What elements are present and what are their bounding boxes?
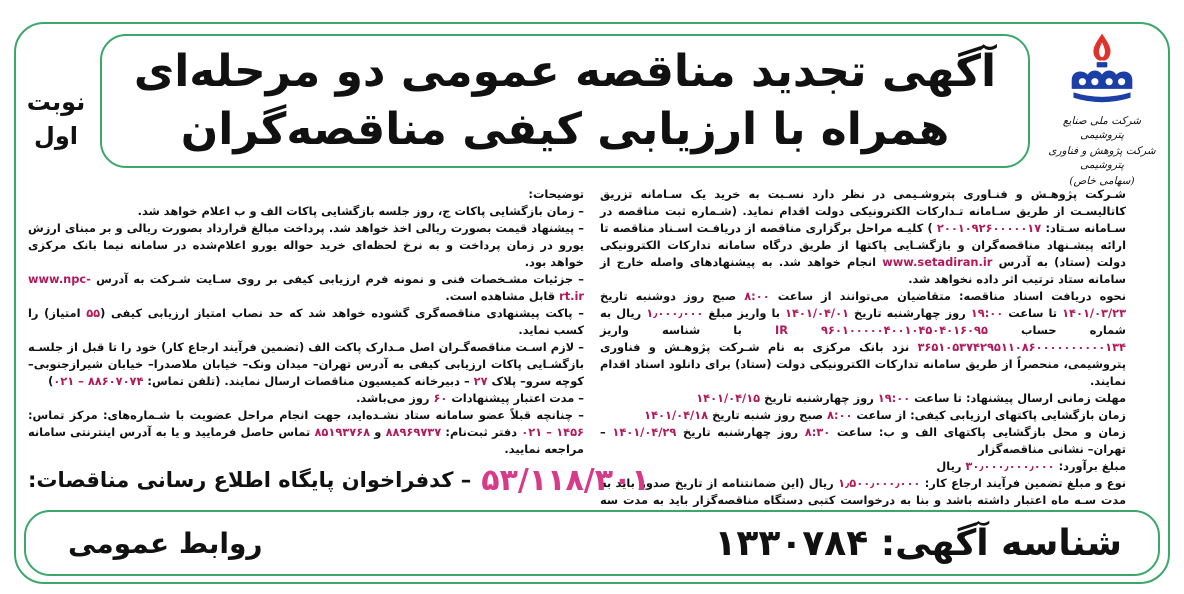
setad-link[interactable]: www.setadiran.ir	[882, 255, 993, 269]
notes-heading: توضیحات:	[528, 187, 584, 201]
quality-opening-paragraph: زمان بازگشایی پاکتهای ارزیابی کیفی: از ساعت ۸:۰۰ صبح روز شنبه تاریخ ۱۴۰۱/۰۴/۱۸	[644, 408, 1126, 422]
public-relations-label: روابط عمومی	[68, 527, 263, 560]
npc-link[interactable]: www.npc-rt.ir	[28, 272, 584, 303]
title-line-2: همراه با ارزیابی کیفی مناقصه‌گران	[180, 104, 950, 155]
title-line-1: آگهی تجدید مناقصه عمومی دو مرحله‌ای	[133, 46, 997, 97]
petrochemical-logo-icon	[1060, 30, 1144, 112]
envelope-opening-paragraph: زمان و محل بازگشایی پاکتهای الف و ب: ساعت ۸:۳۰ روز چهارشنبه تاریخ ۱۴۰۱/۰۴/۲۹ – تهران– نشانی مناقصه‌گزار	[600, 425, 1126, 456]
footer-bar	[24, 510, 1160, 576]
tender-details-column	[600, 186, 1126, 526]
tender-call-code	[28, 462, 650, 498]
call-code-value: ۵۳/۱۱۸/۳۰۱	[481, 462, 650, 498]
receive-docs-paragraph: نحوه دریافت اسناد مناقصه: متقاضیان می‌توانند از ساعت ۸:۰۰ صبح روز دوشنبه تاریخ ۱۴۰۱/۰۳/۲۳ تا ساعت ۱۹:۰۰ روز چهارشنبه تاریخ ۱۴۰۱/۰۴/۰۱ با واریز مبلغ ۱٫۰۰۰٫۰۰۰ ریال به شماره حساب IR ۹۶۰۱۰۰۰۰۰۴۰۰۱۰۴۵۰۴۰۱۶۰۹۵ با شناسه واریز ۳۶۵۱۰۵۳۷۴۲۹۵۱۱۰۸۶۰۰۰۰۰۰۰۰۰۰۱۳۴ نزد بانک مرکزی به نام شـرکت پژوهـش و فناوری پتروشیمی، منحصراً از طریق سامانه تدارکات الکترونیکی دولت (ستاد) برای دانلود اسناد اقدام نمایند.	[600, 289, 1127, 388]
nobat-word: نوبت	[26, 88, 86, 116]
note-6: – مدت اعتبار پیشنهادات ۶۰ روز می‌باشد.	[356, 391, 584, 405]
note-7: – چنانچه قبلاً عضو سامانه ستاد نشـده‌اید، جهت انجام مراحل عضویت با شـماره‌های: مرکز تماس: ۱۴۵۶ – ۰۲۱ دفتر ثبت‌نام: ۸۸۹۶۹۷۳۷ و ۸۵۱۹۳۷۶۸ تماس حاصل فرمایید و یا به آدرس اینترنتی سامانه مراجعه نمایید.	[28, 408, 584, 456]
tender-number: ۲۰۰۱۰۹۲۶۰۰۰۰۰۱۷	[936, 221, 1042, 235]
guarantee-paragraph: نوع و مبلغ تضمین فرآیند ارجاع کار: ۱٫۵۰۰٫۰۰۰٫۰۰۰ ریال (این ضمانتنامه از تاریخ صدور باید به مدت سـه ماه اعتبار داشته باشد و بنا به درخواست کتبی دستگاه مناقصه‌گزار باید به مدت سه	[600, 476, 1126, 507]
note-5: – لازم اسـت مناقصه‌گـران اصل مـدارک پاکت الف (تضمین فرآیند ارجاع کار) خود را تا قبل از جلسـه بازگشـایی پاکات ارزیابی کیفی به آدرس تهران– میدان ونک– خیابان ملاصدرا– خیابان شیرازجنوبی– کوچه سرو– پلاک ۲۷ – دبیرخانه کمیسیون مناقصات ارسال نمایند. (تلفن تماس: ۸۸۶۰۷۰۷۴ – ۰۲۱)	[28, 340, 584, 388]
note-4: – پاکت پیشنهادی مناقصه‌گری گشوده خواهد شد که حد نصاب امتیاز ارزیابی کیفی (۵۵ امتیاز) را کسب نماید.	[28, 306, 584, 337]
company-logo	[1040, 30, 1164, 188]
notes-column	[28, 186, 584, 458]
title-box	[100, 34, 1030, 168]
intro-paragraph: شـرکت پژوهـش و فنـاوری پتروشـیمی در نظر دارد نسـبت به خرید یک سـامانه تزریق کاتالیسـت از طریق سـامانه تـدارکات الکترونیکی دولت اقدام نماید. (شـماره ثبت مناقصه در سـامانه سـتاد: ۲۰۰۱۰۹۲۶۰۰۰۰۰۱۷ ) کلیـه مراحل برگزاری مناقصه از دریافـت اسـناد مناقصه تا ارائه پیشـنهاد مناقصه‌گران و بازگشـایی پاکتها از طریق درگاه سامانه تدارکات الکترونیکی دولت (ستاد) به آدرس www.setadiran.ir انجام خواهد شد. به پیشنهادهای واصله خارج از سامانه ستاد ترتیب اثر داده نخواهد شد.	[600, 187, 1127, 286]
nobat-label	[24, 64, 88, 174]
note-1: – زمان بازگشایی پاکات ج، روز جلسه بازگشایی پاکات الف و ب اعلام خواهد شد.	[137, 204, 584, 218]
note-3: – جزئیات مشـخصات فنی و نمونه فرم ارزیابی کیفی بر روی سـایت شـرکت به آدرس www.npc-rt.ir قابل مشاهده است.	[28, 272, 585, 303]
call-code-label: – کدفراخوان پایگاه اطلاع رسانی مناقصات:	[28, 468, 472, 492]
logo-caption-1: شرکت ملی صنایع پتروشیمی	[1062, 115, 1142, 141]
nobat-number: اول	[34, 122, 78, 150]
estimate-paragraph: مبلغ برآورد: ۳۰٫۰۰۰٫۰۰۰٫۰۰۰ ریال	[936, 459, 1126, 473]
logo-caption-2: شرکت پژوهش و فناوری پتروشیمی	[1048, 145, 1156, 171]
deadline-paragraph: مهلت زمانی ارسال پیشنهاد: تا ساعت ۱۹:۰۰ روز چهارشنبه تاریخ ۱۴۰۱/۰۴/۱۵	[696, 391, 1126, 405]
deposit-id: ۳۶۵۱۰۵۳۷۴۲۹۵۱۱۰۸۶۰۰۰۰۰۰۰۰۰۰۱۳۴	[917, 340, 1127, 354]
ad-id: شناسه آگهی: ۱۳۳۰۷۸۴	[714, 523, 1122, 564]
logo-caption-3: (سهامی خاص)	[1069, 175, 1135, 187]
account-number: IR ۹۶۰۱۰۰۰۰۰۴۰۰۱۰۴۵۰۴۰۱۶۰۹۵	[774, 323, 988, 337]
note-2: – پیشنهاد قیمت بصورت ریالی اخذ خواهد شد. پرداخت مبالغ قرارداد بصورت ریالی و بر مبنای ارزش یورو در زمان پرداخت و به نرخ لحظه‌ای خرید حواله یورو اعلام‌شده در سامانه نیما بانک مرکزی خواهد بود.	[28, 221, 584, 269]
